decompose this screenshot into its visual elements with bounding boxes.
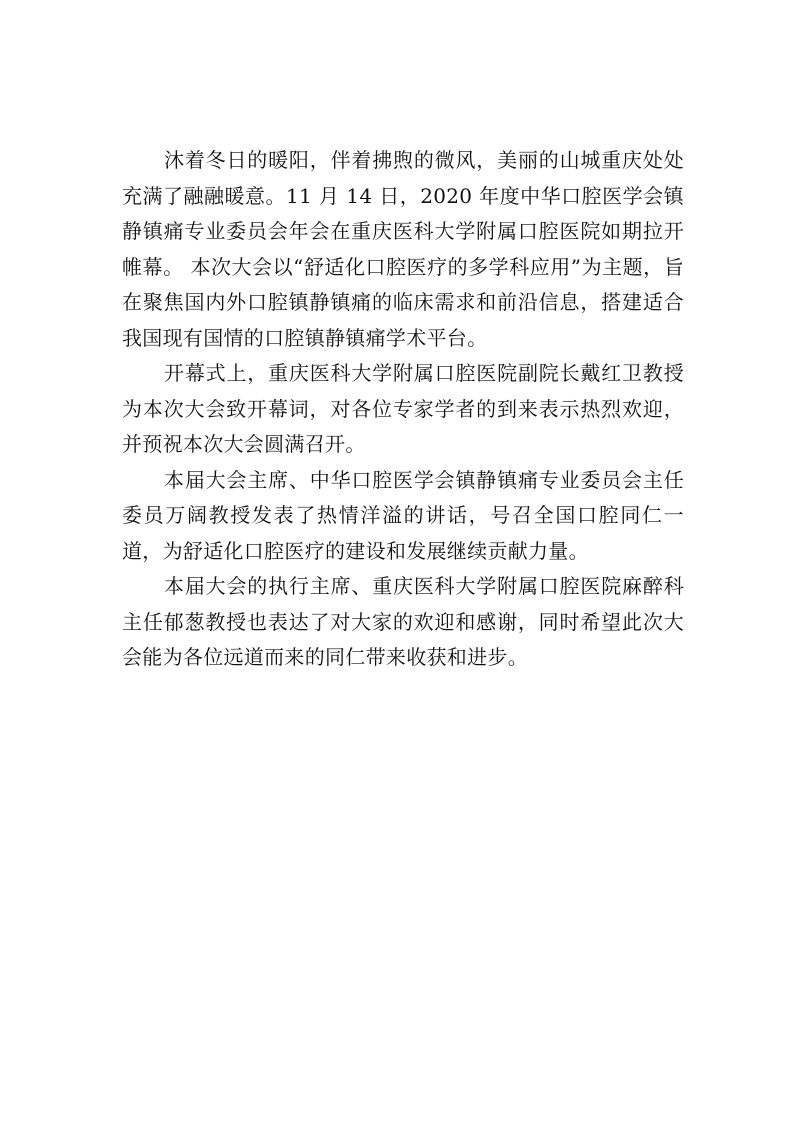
document-body — [122, 143, 684, 676]
paragraph-2: 开幕式上，重庆医科大学附属口腔医院副院长戴红卫教授为本次大会致开幕词，对各位专家学者的到来表示热烈欢迎，并预祝本次大会圆满召开。 — [122, 361, 684, 456]
paragraph-1: 沐着冬日的暖阳，伴着拂煦的微风，美丽的山城重庆处处充满了融融暖意。11 月 14 日，2020 年度中华口腔医学会镇静镇痛专业委员会年会在重庆医科大学附属口腔医院如期拉开帷幕。 本次大会以“舒适化口腔医疗的多学科应用”为主题，旨在聚焦国内外口腔镇静镇痛的临床需求和前沿信息，搭建适合我国现有国情的口腔镇静镇痛学术平台。 — [122, 148, 684, 350]
paragraph-3: 本届大会主席、中华口腔医学会镇静镇痛专业委员会主任委员万阔教授发表了热情洋溢的讲话，号召全国口腔同仁一道，为舒适化口腔医疗的建设和发展继续贡献力量。 — [122, 467, 684, 563]
paragraph-4: 本届大会的执行主席、重庆医科大学附属口腔医院麻醉科主任郁葱教授也表达了对大家的欢迎和感谢，同时希望此次大会能为各位远道而来的同仁带来收获和进步。 — [122, 574, 684, 669]
